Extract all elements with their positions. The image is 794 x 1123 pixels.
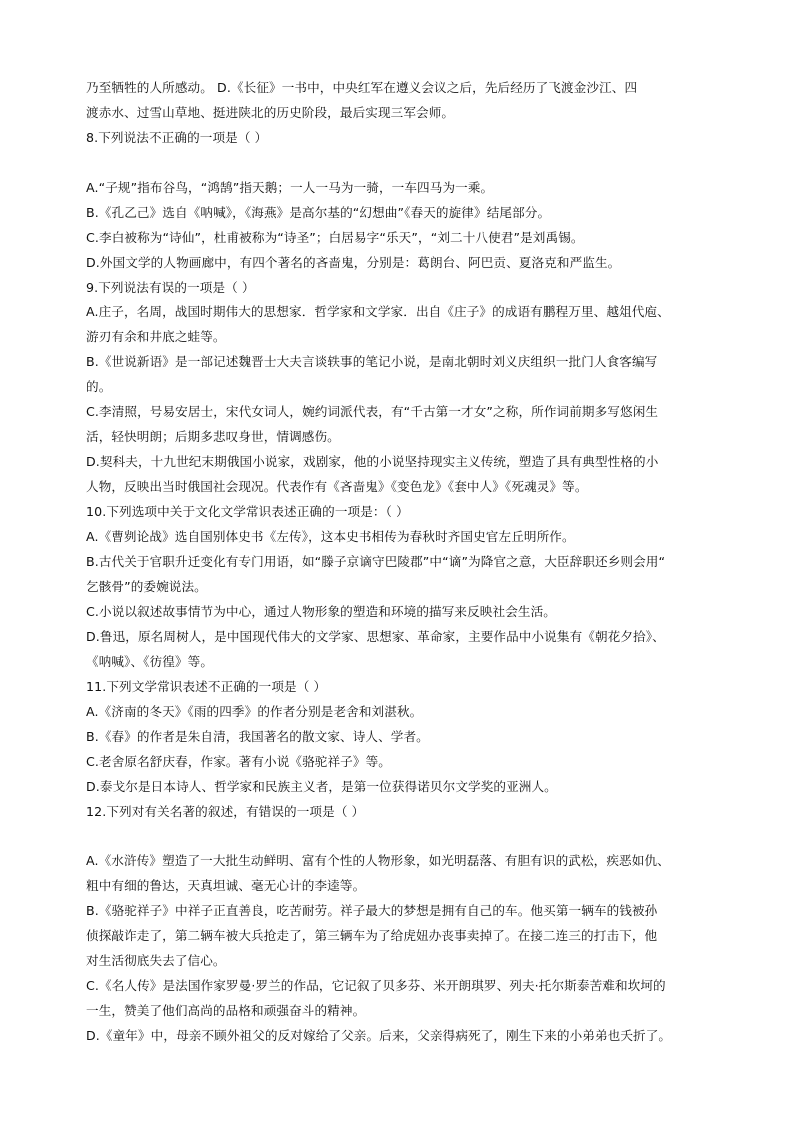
- question-8-stem: 8.下列说法不正确的一项是（ ）: [86, 130, 268, 145]
- option-c: C.李清照，号易安居士，宋代女词人，婉约词派代表，有“千古第一才女”之称，所作词前期多写悠闲生: [86, 404, 659, 419]
- text-line: 游刃有余和井底之蛙等。: [86, 329, 226, 344]
- text-line: 乃至牺牲的人所感动。 D.《长征》一书中，中央红军在遵义会议之后，先后经历了飞渡金沙江、四: [86, 80, 638, 95]
- option-b: B.《骆驼祥子》中祥子正直善良，吃苦耐劳。祥子最大的梦想是拥有自己的车。他买第一辆车的钱被孙: [86, 903, 658, 918]
- text-line: 《呐喊》、《彷徨》等。: [86, 654, 214, 669]
- text-line: 对生活彻底失去了信心。: [86, 953, 226, 968]
- option-c: C.小说以叙述故事情节为中心，通过人物形象的塑造和环境的描写来反映社会生活。: [86, 604, 556, 619]
- option-c: C.老舍原名舒庆春，作家。著有小说《骆驼祥子》等。: [86, 754, 391, 769]
- text-line: 一生，赞美了他们高尚的品格和顽强奋斗的精神。: [86, 1003, 366, 1018]
- text-line: 侦探敲诈走了，第二辆车被大兵抢走了，第三辆车为了给虎妞办丧事卖掉了。在接二连三的打击下，他: [86, 928, 658, 943]
- text-line: 粗中有细的鲁达，天真坦诚、毫无心计的李逵等。: [86, 878, 366, 893]
- option-c: C.《名人传》是法国作家罗曼·罗兰的作品，它记叙了贝多芬、米开朗琪罗、列夫·托尔斯泰苦难和坎坷的: [86, 978, 666, 993]
- question-9-stem: 9.下列说法有误的一项是（ ）: [86, 280, 255, 295]
- option-d: D.泰戈尔是日本诗人、哲学家和民族主义者，是第一位获得诺贝尔文学奖的亚洲人。: [86, 779, 557, 794]
- option-a: A.《曹刿论战》选自国别体史书《左传》，这本史书相传为春秋时齐国史官左丘明所作。: [86, 529, 575, 544]
- question-11-stem: 11.下列文学常识表述不正确的一项是（ ）: [86, 679, 327, 694]
- text-line: 人物，反映出当时俄国社会现况。代表作有《吝啬鬼》《变色龙》《套中人》《死魂灵》等。: [86, 479, 588, 494]
- text-line: 乞骸骨”的委婉说法。: [86, 579, 207, 594]
- option-a: A.庄子，名周，战国时期伟大的思想家．哲学家和文学家．出自《庄子》的成语有鹏程万里、越俎代庖、: [86, 304, 670, 319]
- question-12-stem: 12.下列对有关名著的叙述，有错误的一项是（ ）: [86, 804, 365, 819]
- text-line: 活，轻快明朗；后期多悲叹身世，情调感伤。: [86, 429, 340, 444]
- option-d: D.外国文学的人物画廊中，有四个著名的吝啬鬼，分别是：葛朗台、阿巴贡、夏洛克和严监生。: [86, 255, 621, 270]
- text-line: 渡赤水、过雪山草地、挺进陕北的历史阶段，最后实现三军会师。: [86, 105, 455, 120]
- option-b: B.《世说新语》是一部记述魏晋士大夫言谈轶事的笔记小说，是南北朝时刘义庆组织一批门人食客编写: [86, 354, 658, 369]
- option-c: C.李白被称为“诗仙”，杜甫被称为“诗圣”；白居易字“乐天”，“刘二十八使君”是刘禹锡。: [86, 230, 584, 245]
- option-d: D.鲁迅，原名周树人，是中国现代伟大的文学家、思想家、革命家，主要作品中小说集有《朝花夕拾》、: [86, 629, 665, 644]
- option-b: B.《孔乙己》选自《呐喊》，《海燕》是高尔基的“幻想曲”《春天的旋律》结尾部分。: [86, 205, 551, 220]
- question-10-stem: 10.下列选项中关于文化文学常识表述正确的一项是：（ ）: [86, 504, 409, 519]
- text-line: 的。: [86, 379, 112, 394]
- option-d: D.《童年》中，母亲不顾外祖父的反对嫁给了父亲。后来，父亲得病死了，刚生下来的小弟弟也夭折了。: [86, 1028, 672, 1043]
- option-b: B.古代关于官职升迁变化有专门用语，如“滕子京谪守巴陵郡”中“谪”为降官之意，大臣辞职还乡则会用“: [86, 554, 666, 569]
- option-b: B.《春》的作者是朱自清，我国著名的散文家、诗人、学者。: [86, 729, 429, 744]
- option-a: A.《水浒传》塑造了一大批生动鲜明、富有个性的人物形象，如光明磊落、有胆有识的武松，疾恶如仇、: [86, 853, 670, 868]
- option-a: A.《济南的冬天》《雨的四季》的作者分别是老舍和刘湛秋。: [86, 704, 423, 719]
- option-d: D.契科夫，十九世纪末期俄国小说家，戏剧家，他的小说坚持现实主义传统，塑造了具有典型性格的小: [86, 454, 659, 469]
- option-a: A.“子规”指布谷鸟，“鸿鹄”指天鹅；一人一马为一骑，一车四马为一乘。: [86, 180, 494, 195]
